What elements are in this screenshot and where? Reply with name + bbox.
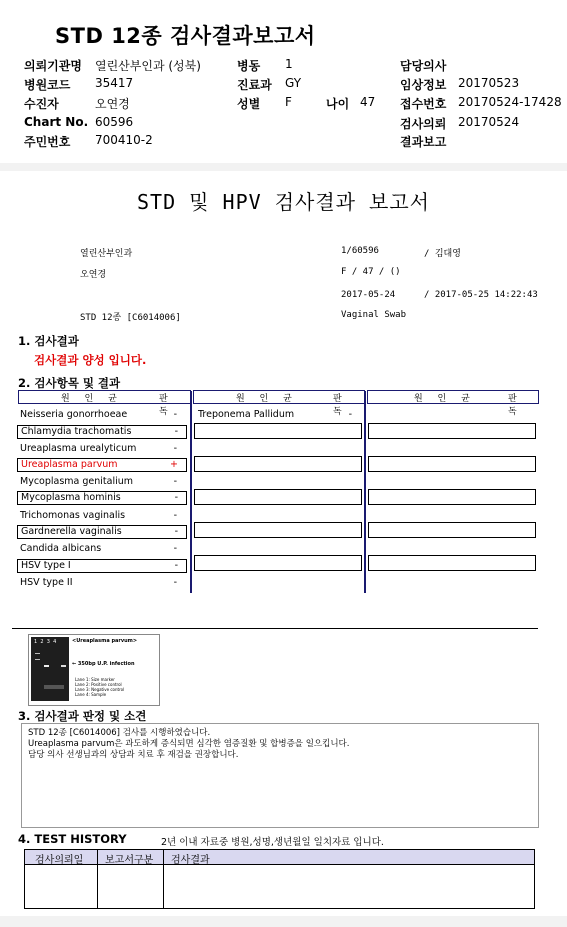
ward-value: 1	[285, 57, 293, 71]
history-col-date	[25, 850, 98, 908]
sex-label: 성별	[237, 97, 261, 111]
patient-label: 수진자	[24, 97, 59, 111]
column-divider	[190, 391, 192, 593]
opinion-line: STD 12종 [C6014006] 검사를 시행하였습니다.	[28, 728, 211, 738]
organism-row	[17, 491, 187, 505]
report-patient-name: 오연경	[80, 270, 107, 280]
report-doctor: / 김대영	[424, 249, 461, 259]
history-col-type	[98, 850, 164, 908]
organism-result: -	[174, 492, 178, 503]
request-value: 20170524	[458, 115, 520, 129]
chart-label: Chart No.	[24, 115, 89, 129]
sex-value: F	[285, 95, 292, 109]
image-divider	[12, 628, 538, 629]
id-label: 주민번호	[24, 135, 71, 149]
opinion-line: Ureaplasma parvum은 과도하게 증식되면 심각한 염증질환 및 합병증을 일으킵니다.	[28, 739, 350, 749]
col-judge-label: 판 독	[333, 394, 348, 417]
organism-name: Neisseria gonorrhoeae	[20, 409, 128, 420]
empty-row-box	[368, 522, 536, 538]
organism-result: -	[173, 443, 177, 454]
section2-title: 2. 검사항목 및 결과	[18, 376, 121, 390]
clinical-label: 임상정보	[400, 78, 447, 92]
organism-result: -	[173, 510, 177, 521]
ward-label: 병동	[237, 59, 261, 73]
organism-result: -	[173, 577, 177, 588]
empty-row-box	[194, 555, 362, 571]
patient-value: 오연경	[95, 97, 130, 111]
organism-result: -	[174, 526, 178, 537]
gel-legend	[75, 677, 124, 697]
organism-name: HSV type II	[20, 577, 73, 588]
organism-name: Treponema Pallidum	[198, 409, 295, 420]
receipt-label: 접수번호	[400, 97, 447, 111]
organism-name: Mycoplasma hominis	[21, 492, 121, 503]
organism-result: -	[174, 560, 178, 571]
institution-label: 의뢰기관명	[24, 59, 82, 73]
section4-title: 4. TEST HISTORY	[18, 832, 127, 846]
report-clinic: 열린산부인과	[80, 249, 133, 259]
dept-label: 진료과	[237, 78, 272, 92]
age-label: 나이	[326, 97, 350, 111]
organism-name: Ureaplasma parvum	[21, 459, 118, 470]
gel-lane-numbers: 1 2 3 4	[34, 639, 57, 645]
receipt-value: 20170524-17428	[458, 95, 562, 109]
age-value: 47	[360, 95, 376, 109]
organism-name: Mycoplasma genitalium	[20, 476, 134, 487]
col-judge-label: 판 독	[508, 394, 523, 417]
organism-result: -	[174, 426, 178, 437]
gel-legend-item: Lane 2: Positive control	[75, 682, 122, 687]
empty-row-box	[368, 555, 536, 571]
clinical-value: 20170523	[458, 76, 520, 90]
gel-lanes	[31, 637, 69, 701]
report-patient-no: 1/60596	[341, 246, 379, 256]
organism-result: -	[173, 409, 177, 420]
hospital-code-label: 병원코드	[24, 78, 71, 92]
history-note: 2년 이내 자료중 병원,성명,생년월일 일치자료 입니다.	[161, 837, 384, 848]
report-specimen: Vaginal Swab	[341, 310, 407, 320]
gel-image	[28, 634, 160, 706]
doctor-label: 담당의사	[400, 59, 447, 73]
col-judge-label: 판 독	[159, 394, 174, 417]
empty-row-box	[368, 456, 536, 472]
history-table	[24, 849, 535, 909]
report-sex-age: F / 47 / ()	[341, 267, 401, 277]
history-col-date-label: 검사의뢰일	[35, 855, 84, 866]
dept-value: GY	[285, 76, 302, 90]
empty-row-box	[194, 456, 362, 472]
gel-legend-item: Lane 1: Size marker	[75, 677, 115, 682]
column-header-3	[367, 390, 539, 417]
section3-title: 3. 검사결과 판정 및 소견	[18, 709, 147, 723]
opinion-text	[28, 728, 349, 761]
organism-name: Ureaplasma urealyticum	[20, 443, 137, 454]
empty-row-box	[194, 489, 362, 505]
col-organism-label: 원 인 균	[414, 394, 476, 404]
header-card	[0, 0, 567, 163]
organism-result: -	[348, 409, 352, 420]
organism-result: -	[173, 543, 177, 554]
positive-result-text: 검사결과 양성 입니다.	[34, 353, 147, 367]
report-date-report: / 2017-05-25 14:22:43	[424, 290, 538, 300]
organism-name: Gardnerella vaginalis	[21, 526, 122, 537]
header-title: STD 12종 검사결과보고서	[55, 24, 316, 48]
organism-name: Chlamydia trachomatis	[21, 426, 132, 437]
organism-result: -	[173, 476, 177, 487]
organism-row	[17, 559, 187, 573]
id-value: 700410-2	[95, 133, 153, 147]
organism-name: HSV type I	[21, 560, 71, 571]
result-report-label: 결과보고	[400, 135, 447, 149]
history-col-type-label: 보고서구분	[105, 855, 154, 866]
gel-caption: <Ureaplasma parvum>	[72, 638, 138, 644]
report-title: STD 및 HPV 검사결과 보고서	[137, 190, 430, 214]
chart-value: 60596	[95, 115, 134, 129]
report-test-code: STD 12종 [C6014006]	[80, 313, 181, 323]
gel-legend-item: Lane 3: Negative control	[75, 687, 125, 692]
history-col-result-label: 검사결과	[171, 855, 210, 866]
empty-row-box	[194, 522, 362, 538]
hospital-code-value: 35417	[95, 76, 134, 90]
col-organism-label: 원 인 균	[61, 394, 123, 404]
empty-row-box	[368, 423, 536, 439]
request-label: 검사의뢰	[400, 117, 447, 131]
opinion-line: 담당 의사 선생님과의 상담과 치료 후 재검을 권장합니다.	[28, 750, 239, 760]
gel-band-label: ← 350bp U.P. infection	[72, 661, 135, 667]
organism-name: Candida albicans	[20, 543, 102, 554]
report-date-request: 2017-05-24	[341, 290, 396, 300]
column-divider	[364, 391, 366, 593]
gel-legend-item: Lane 4: Sample	[75, 692, 107, 697]
institution-value: 열린산부인과 (성북)	[95, 59, 201, 73]
empty-row-box	[194, 423, 362, 439]
section1-title: 1. 검사결과	[18, 334, 79, 348]
empty-row-box	[368, 489, 536, 505]
organism-result: +	[170, 459, 178, 470]
opinion-box	[21, 723, 539, 828]
organism-row-positive	[17, 458, 187, 472]
organism-row	[17, 525, 187, 539]
organism-row	[17, 425, 187, 439]
col-organism-label: 원 인 균	[236, 394, 298, 404]
organism-name: Trichomonas vaginalis	[20, 510, 126, 521]
